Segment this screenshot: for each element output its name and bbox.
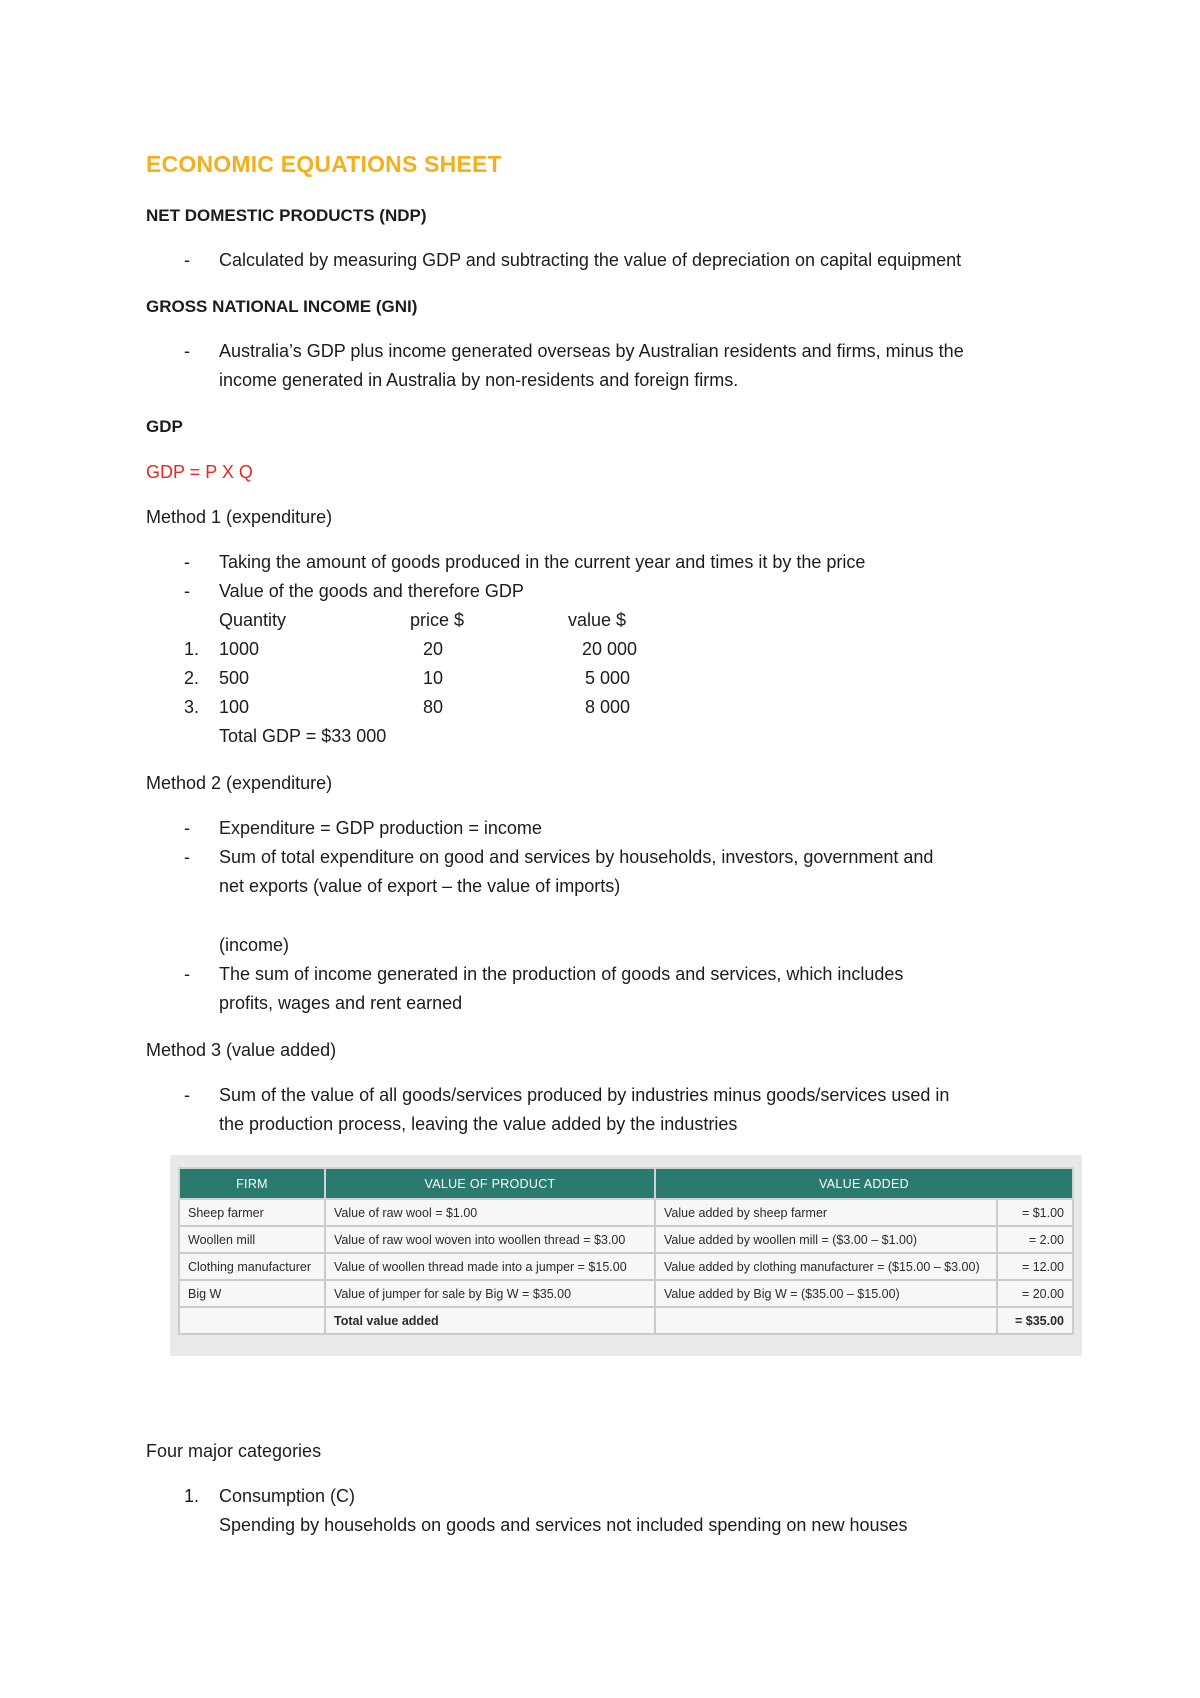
row-price: 80: [423, 697, 444, 717]
method1-bullet-2: Value of the goods and therefore GDP: [219, 581, 524, 601]
cell-firm: Sheep farmer: [179, 1199, 325, 1226]
table-row: [179, 1280, 1073, 1307]
list-number: 1.: [184, 1486, 200, 1506]
row-number: 3.: [184, 697, 200, 717]
col-quantity-header: Quantity: [219, 610, 287, 630]
method2-bullet-3-line2: profits, wages and rent earned: [219, 993, 463, 1013]
cell-product: Value of raw wool woven into woollen thread = $3.00: [325, 1226, 655, 1253]
cell-added-desc: Value added by woollen mill = ($3.00 – $1.00): [655, 1226, 997, 1253]
method1-bullet-1: Taking the amount of goods produced in the current year and times it by the price: [219, 552, 866, 572]
gni-heading: GROSS NATIONAL INCOME (GNI): [146, 297, 418, 316]
cell-added-amount: = 2.00: [997, 1226, 1073, 1253]
bullet-dash: -: [184, 847, 190, 867]
bullet-dash: -: [184, 581, 190, 601]
bullet-dash: -: [184, 250, 190, 270]
gni-bullet-line2: income generated in Australia by non-residents and foreign firms.: [219, 370, 739, 390]
table-total-row: [179, 1307, 1073, 1334]
method2-bullet-3-line1: The sum of income generated in the production of goods and services, which includes: [219, 964, 904, 984]
row-number: 1.: [184, 639, 200, 659]
cell-firm: Woollen mill: [179, 1226, 325, 1253]
row-value: 8 000: [585, 697, 631, 717]
gni-bullet-line1: Australia’s GDP plus income generated overseas by Australian residents and firms, minus the: [219, 341, 964, 361]
header-value-added: VALUE ADDED: [655, 1168, 1073, 1199]
cell-product: Value of raw wool = $1.00: [325, 1199, 655, 1226]
income-label: (income): [219, 935, 290, 955]
value-added-table: [178, 1167, 1074, 1335]
table-header-row: [179, 1168, 1073, 1199]
categories-heading: Four major categories: [146, 1441, 322, 1461]
row-quantity: 500: [219, 668, 250, 688]
category-1-desc: Spending by households on goods and services not included spending on new houses: [219, 1515, 908, 1535]
cell-total-amount: = $35.00: [997, 1307, 1073, 1334]
row-price: 10: [423, 668, 444, 688]
row-quantity: 1000: [219, 639, 260, 659]
value-added-table-figure: [170, 1155, 1082, 1356]
cell-added-desc: Value added by sheep farmer: [655, 1199, 997, 1226]
table-row: [179, 1226, 1073, 1253]
row-price: 20: [423, 639, 444, 659]
method1-heading: Method 1 (expenditure): [146, 507, 333, 527]
ndp-heading: NET DOMESTIC PRODUCTS (NDP): [146, 206, 427, 225]
cell-product: Value of jumper for sale by Big W = $35.00: [325, 1280, 655, 1307]
row-value: 5 000: [585, 668, 631, 688]
col-price-header: price $: [410, 610, 465, 630]
table-row: [179, 1253, 1073, 1280]
cell-added-amount: = 20.00: [997, 1280, 1073, 1307]
bullet-dash: -: [184, 552, 190, 572]
row-value: 20 000: [582, 639, 638, 659]
cell-added-desc: Value added by Big W = ($35.00 – $15.00): [655, 1280, 997, 1307]
method2-bullet-1: Expenditure = GDP production = income: [219, 818, 542, 838]
cell-added-amount: = 12.00: [997, 1253, 1073, 1280]
header-firm: FIRM: [179, 1168, 325, 1199]
method1-total: Total GDP = $33 000: [219, 726, 387, 746]
gdp-heading: GDP: [146, 417, 183, 436]
ndp-bullet: Calculated by measuring GDP and subtracting the value of depreciation on capital equipment: [219, 250, 962, 270]
gdp-formula: GDP = P X Q: [146, 462, 253, 482]
cell-added-desc: Value added by clothing manufacturer = ($15.00 – $3.00): [655, 1253, 997, 1280]
method2-heading: Method 2 (expenditure): [146, 773, 333, 793]
method3-bullet-line1: Sum of the value of all goods/services produced by industries minus goods/services used in: [219, 1085, 950, 1105]
category-1-title: Consumption (C): [219, 1486, 356, 1506]
cell-empty: [655, 1307, 997, 1334]
cell-firm: Clothing manufacturer: [179, 1253, 325, 1280]
header-value-of-product: VALUE OF PRODUCT: [325, 1168, 655, 1199]
method2-bullet-2-line2: net exports (value of export – the value of imports): [219, 876, 621, 896]
row-quantity: 100: [219, 697, 250, 717]
bullet-dash: -: [184, 818, 190, 838]
cell-firm: Big W: [179, 1280, 325, 1307]
bullet-dash: -: [184, 341, 190, 361]
method3-bullet-line2: the production process, leaving the value added by the industries: [219, 1114, 738, 1134]
method3-heading: Method 3 (value added): [146, 1040, 337, 1060]
page-title: ECONOMIC EQUATIONS SHEET: [146, 151, 502, 177]
col-value-header: value $: [568, 610, 627, 630]
method2-bullet-2-line1: Sum of total expenditure on good and services by households, investors, government and: [219, 847, 934, 867]
table-row: [179, 1199, 1073, 1226]
cell-total-label: Total value added: [325, 1307, 655, 1334]
bullet-dash: -: [184, 1085, 190, 1105]
bullet-dash: -: [184, 964, 190, 984]
cell-empty: [179, 1307, 325, 1334]
cell-product: Value of woollen thread made into a jumper = $15.00: [325, 1253, 655, 1280]
row-number: 2.: [184, 668, 200, 688]
cell-added-amount: = $1.00: [997, 1199, 1073, 1226]
